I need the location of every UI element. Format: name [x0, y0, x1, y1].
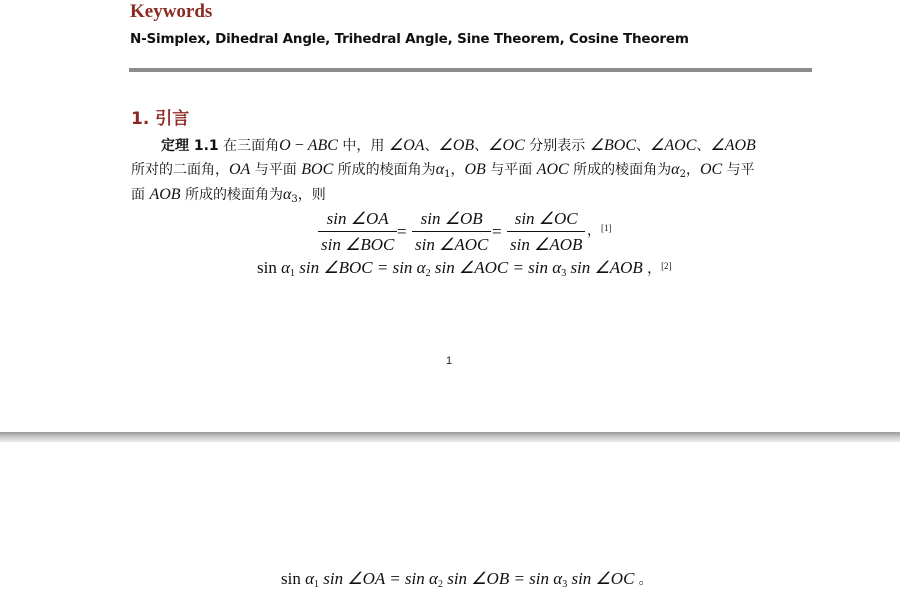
equation-2: $\sin \alpha_1$ sin ∠BOC = $\sin \alpha_2$ sin ∠AOC = $\sin \alpha_3$ sin ∠AOB ，[2]: [257, 258, 672, 279]
fraction-2: sin ∠OB sin ∠AOC: [412, 209, 491, 255]
equation-1-end: ，[1]: [587, 223, 612, 239]
horizontal-rule: [129, 68, 812, 72]
fraction-1: sin ∠OA sin ∠BOC: [318, 209, 397, 255]
equals-sign-2: =: [492, 222, 502, 241]
section-title: 1. 引言: [131, 109, 190, 129]
citation-1[interactable]: [1]: [601, 223, 612, 233]
equals-sign-1: =: [397, 222, 407, 241]
theorem-line-2: 所对的二面角，OA 与平面 BOC 所成的棱面角为$\alpha_1$，OB 与平面 AOC 所成的棱面角为$\alpha_2$，OC 与平: [131, 161, 755, 180]
keywords-text: N-Simplex, Dihedral Angle, Trihedral Angle, Sine Theorem, Cosine Theorem: [130, 31, 689, 47]
page-2: [0, 442, 900, 595]
theorem-line-3: 面 AOB 所成的棱面角为$\alpha_3$，则: [131, 186, 326, 205]
equation-3: $\sin \alpha_1$ sin ∠OA = $\sin \alpha_2$ sin ∠OB = $\sin \alpha_3$ sin ∠OC 。: [281, 569, 653, 590]
citation-2[interactable]: [2]: [661, 261, 672, 271]
fraction-3: sin ∠OC sin ∠AOB: [507, 209, 585, 255]
theorem-line-1: 定理 1.1 在三面角O − ABC 中，用 ∠OA、∠OB、∠OC 分别表示 ∠BOC、∠AOC、∠AOB: [161, 137, 756, 154]
page-number: 1: [446, 355, 453, 367]
theorem-label: 定理 1.1: [161, 138, 219, 154]
keywords-heading: Keywords: [130, 1, 213, 22]
page-separator: [0, 432, 900, 442]
